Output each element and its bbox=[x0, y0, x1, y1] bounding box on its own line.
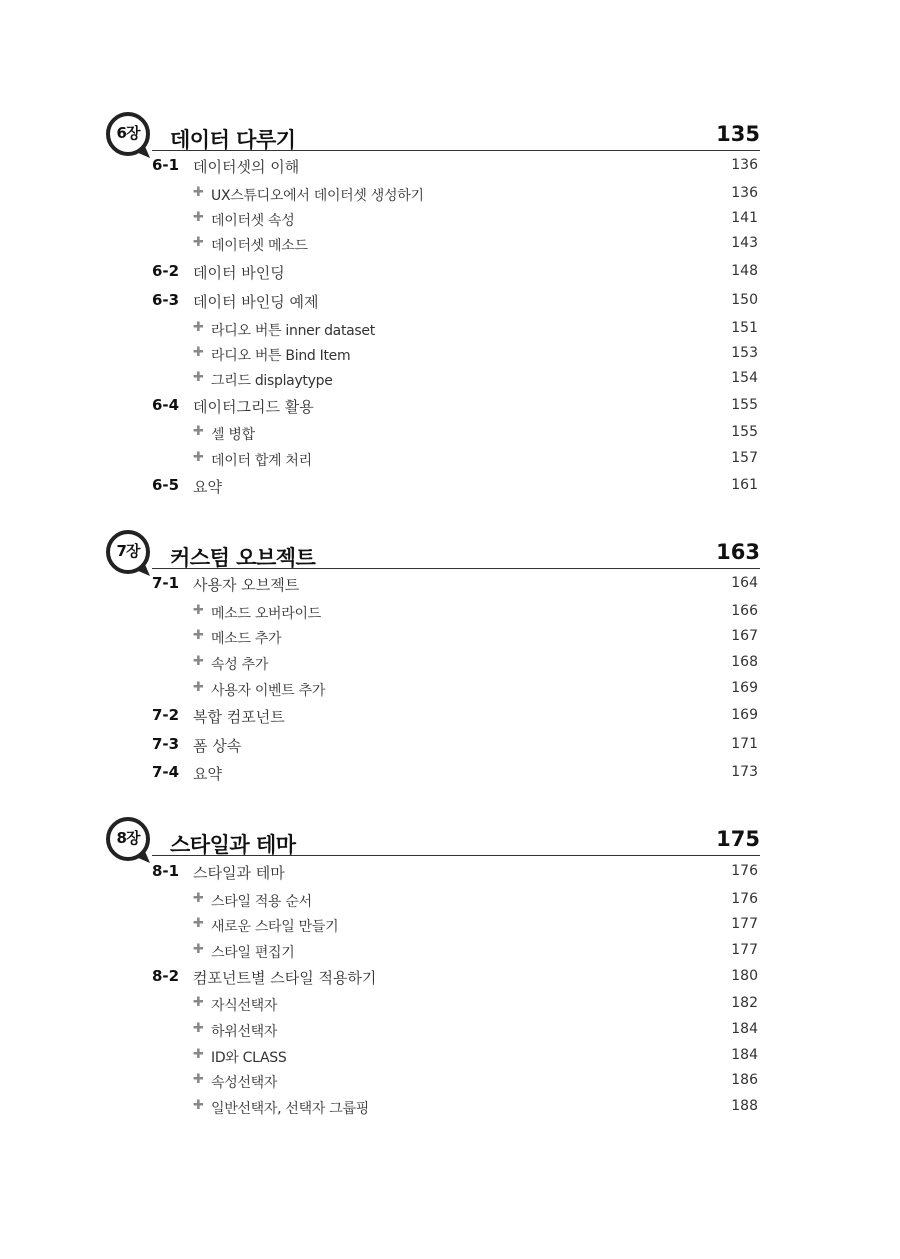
subsection-entry[interactable] bbox=[0, 653, 900, 677]
plus-bullet-icon: ✚ bbox=[193, 680, 204, 695]
subsection-title: 자식선택자 bbox=[211, 998, 278, 1014]
subsection-entry[interactable] bbox=[0, 319, 900, 343]
plus-bullet-icon: ✚ bbox=[193, 235, 204, 250]
section-number: 7-1 bbox=[152, 574, 180, 592]
section-number: 6-3 bbox=[152, 291, 180, 309]
subsection-title: 속성 추가 bbox=[211, 657, 269, 673]
subsection-entry[interactable] bbox=[0, 915, 900, 939]
chapter-title[interactable]: 스타일과 테마 bbox=[170, 833, 296, 857]
section-number: 8-1 bbox=[152, 862, 180, 880]
subsection-entry[interactable] bbox=[0, 994, 900, 1018]
subsection-entry[interactable] bbox=[0, 1046, 900, 1070]
section-number: 6-5 bbox=[152, 476, 180, 494]
section-title: 데이터그리드 활용 bbox=[193, 398, 314, 416]
page-number: 164 bbox=[731, 575, 758, 591]
section-entry[interactable] bbox=[0, 574, 900, 598]
chapter-badge bbox=[106, 112, 154, 160]
page-number: 177 bbox=[731, 942, 758, 958]
plus-bullet-icon: ✚ bbox=[193, 210, 204, 225]
subsection-title: 메소드 오버라이드 bbox=[211, 606, 321, 622]
page-number: 153 bbox=[731, 345, 758, 361]
page-number: 171 bbox=[731, 736, 758, 752]
section-number: 6-2 bbox=[152, 262, 180, 280]
page-number: 136 bbox=[731, 185, 758, 201]
plus-bullet-icon: ✚ bbox=[193, 185, 204, 200]
section-title: 폼 상속 bbox=[193, 737, 242, 755]
plus-bullet-icon: ✚ bbox=[193, 942, 204, 957]
chapter-divider bbox=[152, 150, 760, 151]
subsection-title: 스타일 적용 순서 bbox=[211, 894, 312, 910]
plus-bullet-icon: ✚ bbox=[193, 995, 204, 1010]
subsection-entry[interactable] bbox=[0, 602, 900, 626]
page-number: 169 bbox=[731, 680, 758, 696]
section-title: 복합 컴포넌트 bbox=[193, 708, 285, 726]
section-entry[interactable] bbox=[0, 476, 900, 500]
plus-bullet-icon: ✚ bbox=[193, 1072, 204, 1087]
chapter-badge bbox=[106, 817, 154, 865]
section-number: 7-3 bbox=[152, 735, 180, 753]
plus-bullet-icon: ✚ bbox=[193, 891, 204, 906]
subsection-entry[interactable] bbox=[0, 423, 900, 447]
chapter-badge-label: 7장 bbox=[116, 542, 140, 560]
subsection-title: 셀 병합 bbox=[211, 427, 255, 443]
subsection-entry[interactable] bbox=[0, 449, 900, 473]
plus-bullet-icon: ✚ bbox=[193, 1047, 204, 1062]
chapter-badge-label: 6장 bbox=[116, 124, 140, 142]
subsection-title: 새로운 스타일 만들기 bbox=[211, 919, 339, 935]
subsection-title: 사용자 이벤트 추가 bbox=[211, 683, 326, 699]
plus-bullet-icon: ✚ bbox=[193, 603, 204, 618]
chapter-page-number: 135 bbox=[716, 122, 760, 146]
section-entry[interactable] bbox=[0, 291, 900, 315]
plus-bullet-icon: ✚ bbox=[193, 1021, 204, 1036]
section-entry[interactable] bbox=[0, 763, 900, 787]
page-number: 176 bbox=[731, 863, 758, 879]
page-number: 155 bbox=[731, 397, 758, 413]
plus-bullet-icon: ✚ bbox=[193, 916, 204, 931]
page-number: 157 bbox=[731, 450, 758, 466]
subsection-entry[interactable] bbox=[0, 1020, 900, 1044]
section-number: 7-2 bbox=[152, 706, 180, 724]
subsection-entry[interactable] bbox=[0, 209, 900, 233]
subsection-entry[interactable] bbox=[0, 344, 900, 368]
section-title: 데이터 바인딩 예제 bbox=[193, 293, 319, 311]
page-number: 186 bbox=[731, 1072, 758, 1088]
plus-bullet-icon: ✚ bbox=[193, 654, 204, 669]
subsection-entry[interactable] bbox=[0, 369, 900, 393]
chapter-page-number: 175 bbox=[716, 827, 760, 851]
page-number: 151 bbox=[731, 320, 758, 336]
plus-bullet-icon: ✚ bbox=[193, 628, 204, 643]
section-entry[interactable] bbox=[0, 967, 900, 991]
page-number: 136 bbox=[731, 157, 758, 173]
subsection-entry[interactable] bbox=[0, 234, 900, 258]
page-number: 180 bbox=[731, 968, 758, 984]
page-number: 169 bbox=[731, 707, 758, 723]
section-title: 데이터 바인딩 bbox=[193, 264, 285, 282]
section-title: 요약 bbox=[193, 765, 222, 783]
page-number: 184 bbox=[731, 1047, 758, 1063]
subsection-title: 데이터셋 메소드 bbox=[211, 238, 308, 254]
chapter-divider bbox=[152, 855, 760, 856]
page-number: 167 bbox=[731, 628, 758, 644]
section-entry[interactable] bbox=[0, 156, 900, 180]
subsection-entry[interactable] bbox=[0, 941, 900, 965]
page-number: 166 bbox=[731, 603, 758, 619]
subsection-title: 메소드 추가 bbox=[211, 631, 282, 647]
section-title: 컴포넌트별 스타일 적용하기 bbox=[193, 969, 377, 987]
section-title: 스타일과 테마 bbox=[193, 864, 285, 882]
plus-bullet-icon: ✚ bbox=[193, 1098, 204, 1113]
chapter-badge bbox=[106, 530, 154, 578]
subsection-title: 라디오 버튼 Bind Item bbox=[211, 348, 351, 364]
subsection-title: 일반선택자, 선택자 그룹핑 bbox=[211, 1101, 369, 1117]
subsection-title: 속성선택자 bbox=[211, 1075, 278, 1091]
page-number: 141 bbox=[731, 210, 758, 226]
subsection-title: 스타일 편집기 bbox=[211, 945, 295, 961]
subsection-title: UX스튜디오에서 데이터셋 생성하기 bbox=[211, 188, 424, 204]
chapter-divider bbox=[152, 568, 760, 569]
section-entry[interactable] bbox=[0, 735, 900, 759]
plus-bullet-icon: ✚ bbox=[193, 320, 204, 335]
subsection-title: 하위선택자 bbox=[211, 1024, 278, 1040]
plus-bullet-icon: ✚ bbox=[193, 424, 204, 439]
page-number: 188 bbox=[731, 1098, 758, 1114]
chapter-title[interactable]: 데이터 다루기 bbox=[170, 128, 296, 152]
section-number: 8-2 bbox=[152, 967, 180, 985]
subsection-title: 라디오 버튼 inner dataset bbox=[211, 323, 375, 339]
subsection-entry[interactable] bbox=[0, 184, 900, 208]
section-entry[interactable] bbox=[0, 262, 900, 286]
section-title: 요약 bbox=[193, 478, 222, 496]
page-number: 150 bbox=[731, 292, 758, 308]
page-number: 168 bbox=[731, 654, 758, 670]
section-title: 사용자 오브젝트 bbox=[193, 576, 300, 594]
chapter-badge-label: 8장 bbox=[116, 829, 140, 847]
page-number: 154 bbox=[731, 370, 758, 386]
section-number: 6-1 bbox=[152, 156, 180, 174]
section-title: 데이터셋의 이해 bbox=[193, 158, 300, 176]
section-entry[interactable] bbox=[0, 862, 900, 886]
subsection-title: 데이터 합계 처리 bbox=[211, 453, 312, 469]
page-number: 143 bbox=[731, 235, 758, 251]
page-number: 173 bbox=[731, 764, 758, 780]
plus-bullet-icon: ✚ bbox=[193, 345, 204, 360]
page-number: 184 bbox=[731, 1021, 758, 1037]
section-number: 6-4 bbox=[152, 396, 180, 414]
subsection-entry[interactable] bbox=[0, 679, 900, 703]
subsection-title: 그리드 displaytype bbox=[211, 373, 333, 389]
page-number: 148 bbox=[731, 263, 758, 279]
section-entry[interactable] bbox=[0, 706, 900, 730]
section-entry[interactable] bbox=[0, 396, 900, 420]
subsection-entry[interactable] bbox=[0, 890, 900, 914]
page-number: 182 bbox=[731, 995, 758, 1011]
plus-bullet-icon: ✚ bbox=[193, 370, 204, 385]
page-number: 155 bbox=[731, 424, 758, 440]
section-number: 7-4 bbox=[152, 763, 180, 781]
subsection-entry[interactable] bbox=[0, 1097, 900, 1121]
page-number: 161 bbox=[731, 477, 758, 493]
subsection-title: 데이터셋 속성 bbox=[211, 213, 295, 229]
subsection-entry[interactable] bbox=[0, 627, 900, 651]
subsection-entry[interactable] bbox=[0, 1071, 900, 1095]
chapter-title[interactable]: 커스텀 오브젝트 bbox=[170, 546, 316, 570]
subsection-title: ID와 CLASS bbox=[211, 1050, 287, 1066]
page-number: 177 bbox=[731, 916, 758, 932]
chapter-page-number: 163 bbox=[716, 540, 760, 564]
plus-bullet-icon: ✚ bbox=[193, 450, 204, 465]
page-number: 176 bbox=[731, 891, 758, 907]
